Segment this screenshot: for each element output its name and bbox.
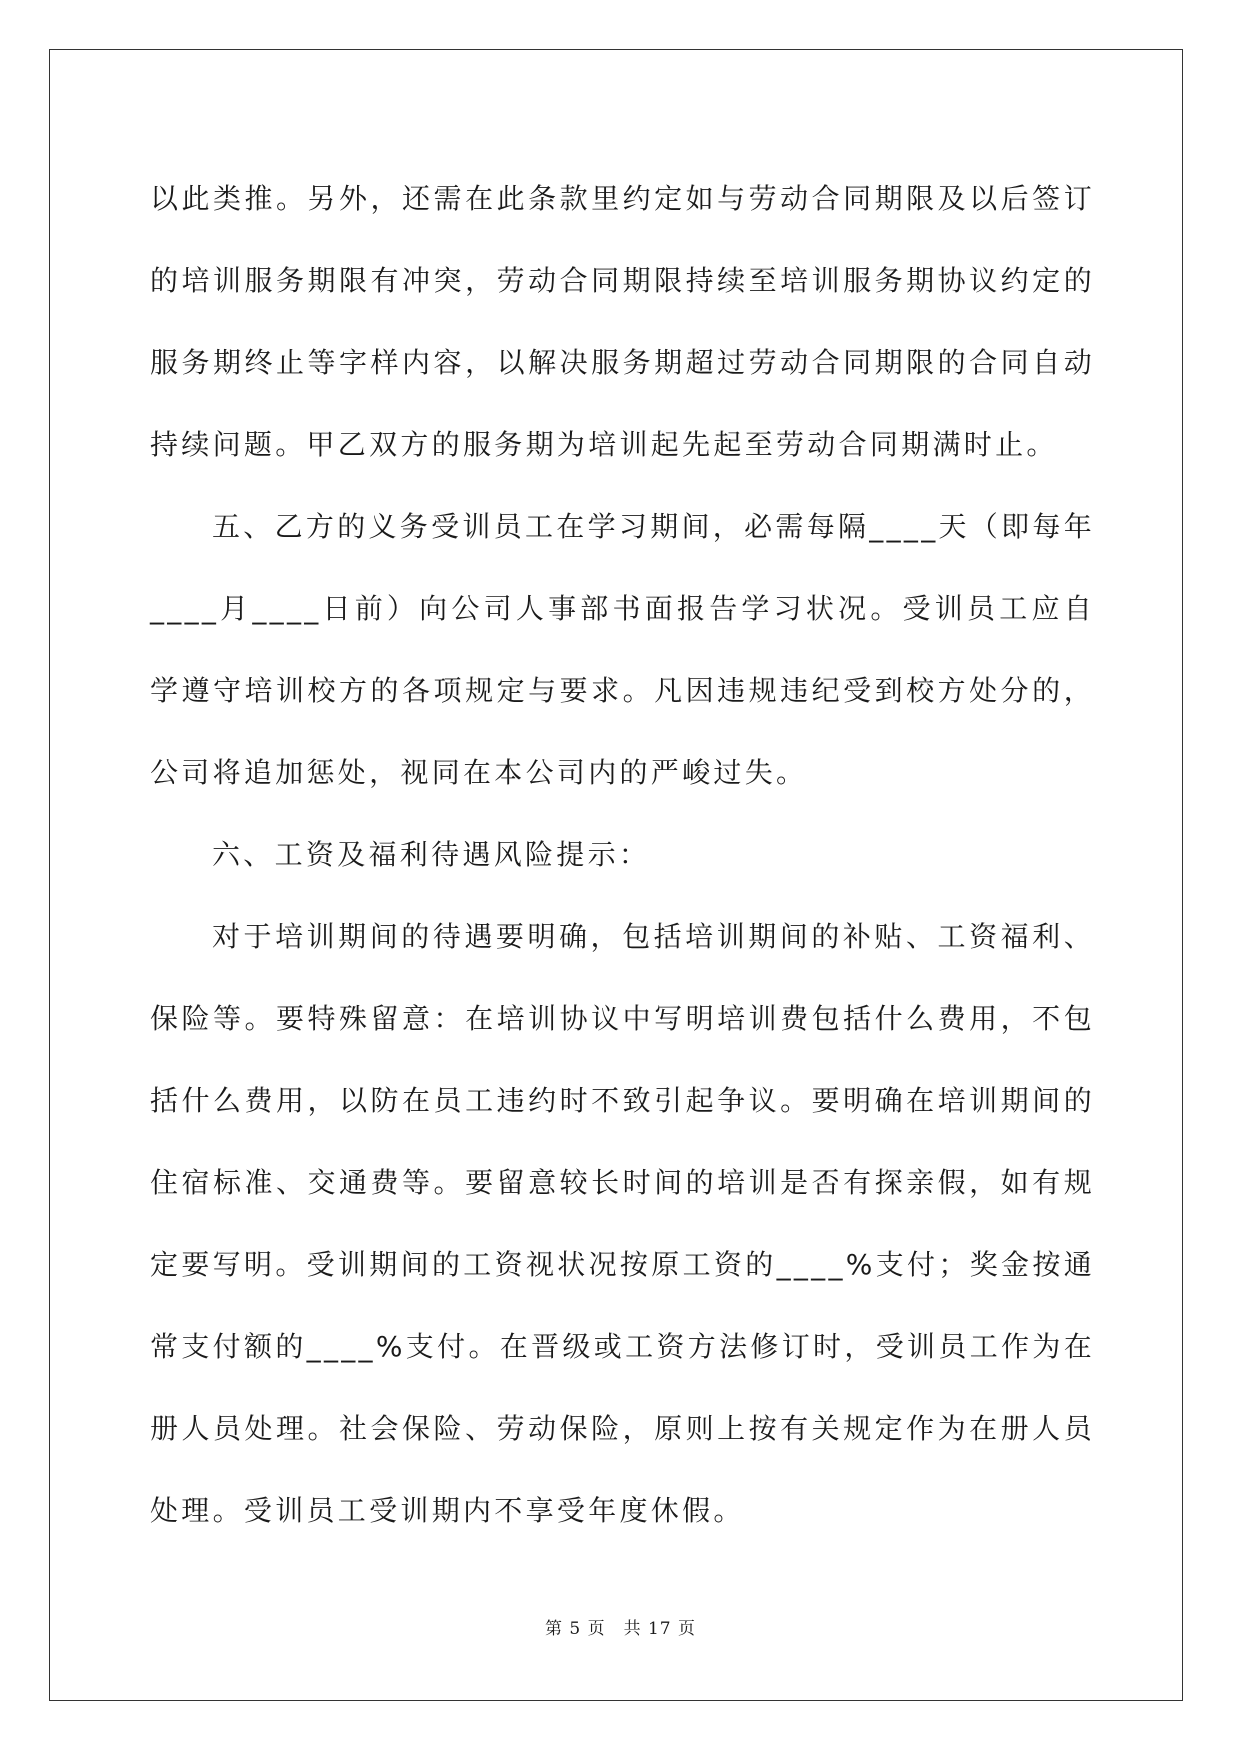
paragraph-section-5: 五、乙方的义务受训员工在学习期间，必需每隔____天（即每年____月____日前）向公司人事部书面报告学习状况。受训员工应自学遵守培训校方的各项规定与要求。凡因违规违纪受到校方处分的，公司将追加惩处，视同在本公司内的严峻过失。 — [150, 510, 1096, 789]
page-number-footer: 第 5 页 共 17 页 — [544, 1619, 697, 1639]
paragraph-section-6-body: 对于培训期间的待遇要明确，包括培训期间的补贴、工资福利、保险等。要特殊留意：在培训协议中写明培训费包括什么费用，不包括什么费用，以防在员工违约时不致引起争议。要明确在培训期间的住宿标准、交通费等。要留意较长时间的培训是否有探亲假，如有规定要写明。受训期间的工资视状况按原工资的____%支付；奖金按通常支付额的____%支付。在晋级或工资方法修订时，受训员工作为在册人员处理。社会保险、劳动保险，原则上按有关规定作为在册人员处理。受训员工受训期内不享受年度休假。 — [150, 920, 1095, 1527]
document-body — [150, 158, 1095, 1552]
paragraph-section-6-heading: 六、工资及福利待遇风险提示： — [212, 838, 651, 871]
paragraph-continuation: 以此类推。另外，还需在此条款里约定如与劳动合同期限及以后签订的培训服务期限有冲突，劳动合同期限持续至培训服务期协议约定的服务期终止等字样内容，以解决服务期超过劳动合同期限的合同自动持续问题。甲乙双方的服务期为培训起先起至劳动合同期满时止。 — [150, 182, 1095, 461]
